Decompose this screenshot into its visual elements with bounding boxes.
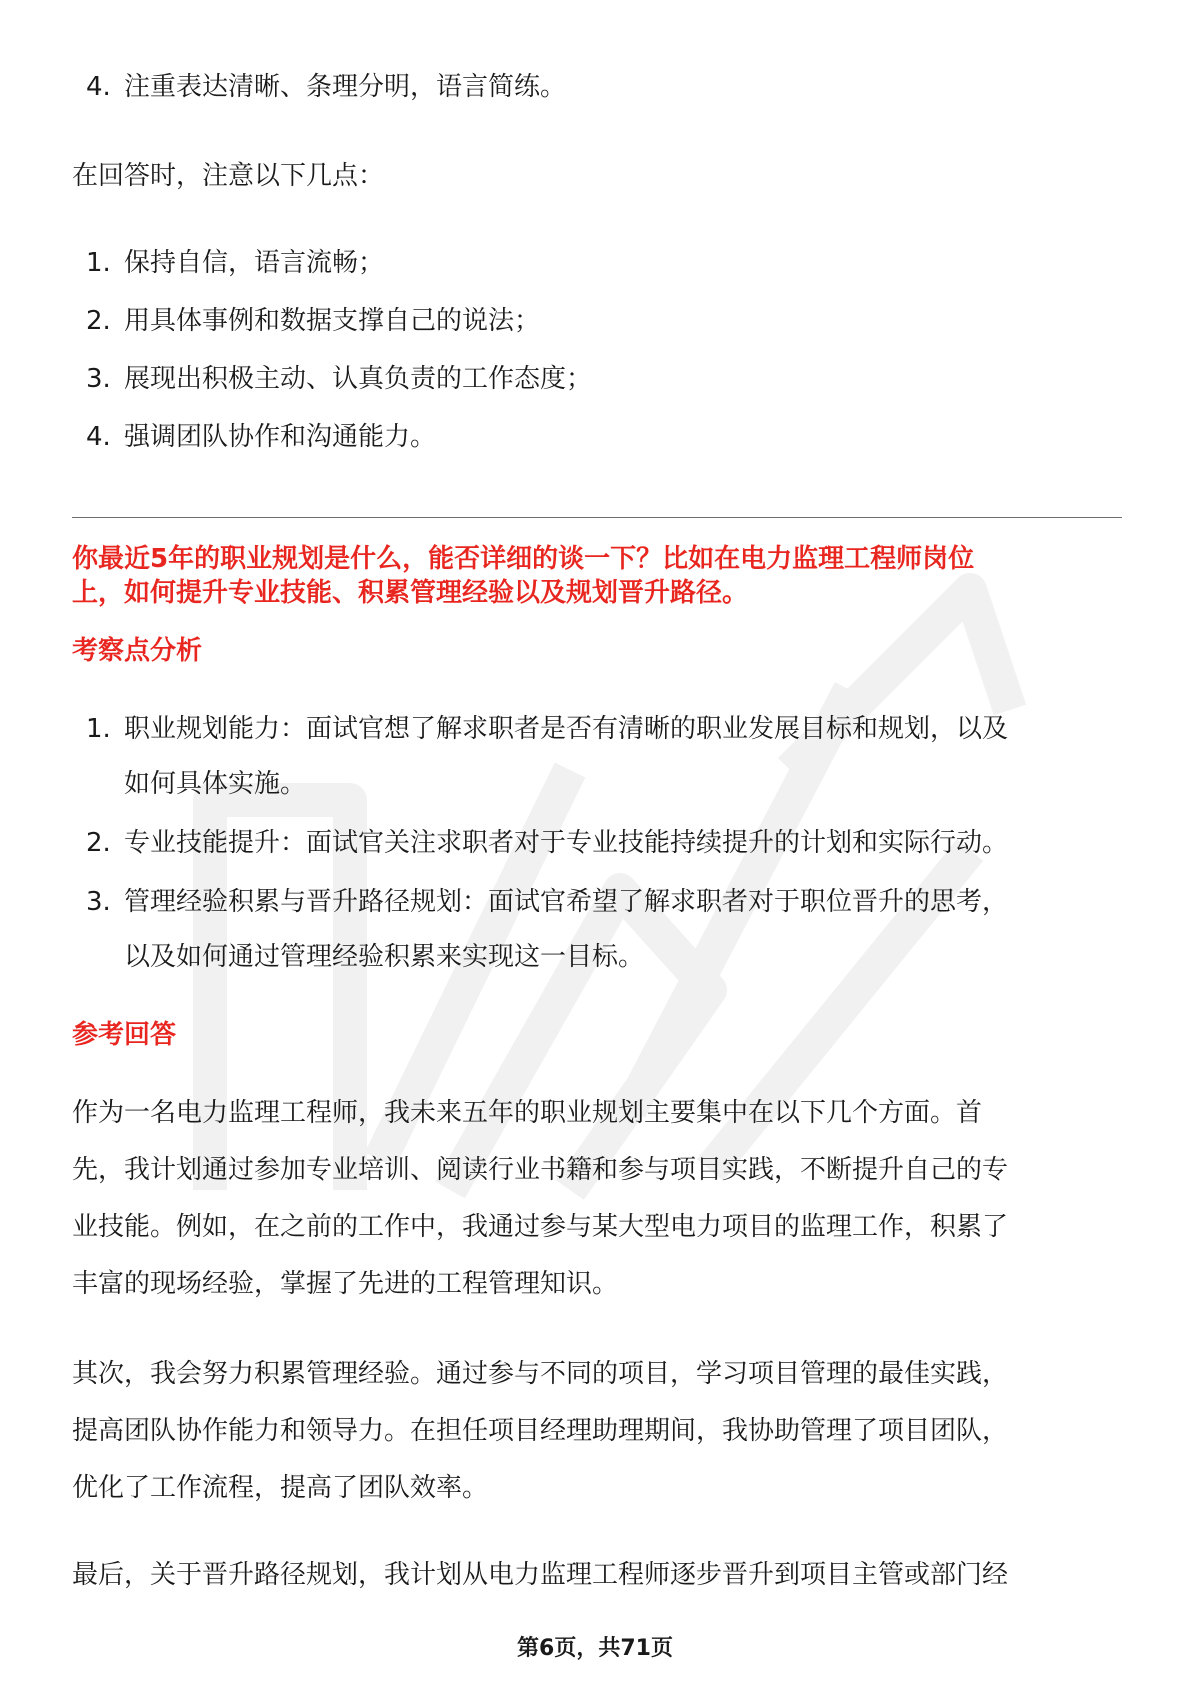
paragraph-line: 丰富的现场经验，掌握了先进的工程管理知识。 [72,1269,619,1299]
list-item: 职业规划能力：面试官想了解求职者是否有清晰的职业发展目标和规划，以及 [124,714,1009,744]
list-number: 4. [86,422,111,452]
answer-heading: 参考回答 [72,1020,177,1050]
analysis-heading: 考察点分析 [72,636,203,666]
list-item: 专业技能提升：面试官关注求职者对于专业技能持续提升的计划和实际行动。 [124,828,1009,858]
paragraph-line: 先，我计划通过参加专业培训、阅读行业书籍和参与项目实践，不断提升自己的专 [72,1155,1009,1185]
list-number: 3. [86,887,111,917]
page-number: 第6页，共71页 [517,1636,673,1661]
list-number: 2. [86,306,111,336]
list-item: 注重表达清晰、条理分明，语言简练。 [124,72,567,102]
list-item-continuation: 以及如何通过管理经验积累来实现这一目标。 [124,942,645,972]
paragraph-line: 作为一名电力监理工程师，我未来五年的职业规划主要集中在以下几个方面。首 [72,1098,983,1128]
question-line: 上，如何提升专业技能、积累管理经验以及规划晋升路径。 [72,578,749,608]
paragraph-line: 其次，我会努力积累管理经验。通过参与不同的项目，学习项目管理的最佳实践， [72,1359,1009,1389]
list-item: 管理经验积累与晋升路径规划：面试官希望了解求职者对于职位晋升的思考， [124,887,1009,917]
list-item: 强调团队协作和沟通能力。 [124,422,437,452]
section-divider [72,517,1122,518]
paragraph-line: 提高团队协作能力和领导力。在担任项目经理助理期间，我协助管理了项目团队， [72,1416,1009,1446]
list-item-continuation: 如何具体实施。 [124,769,307,799]
list-number: 3. [86,364,111,394]
paragraph-line: 最后，关于晋升路径规划，我计划从电力监理工程师逐步晋升到项目主管或部门经 [72,1560,1009,1590]
list-number: 4. [86,72,111,102]
list-number: 1. [86,714,111,744]
list-item: 展现出积极主动、认真负责的工作态度； [124,364,593,394]
list-number: 1. [86,248,111,278]
list-item: 保持自信，语言流畅； [124,248,385,278]
notes-intro: 在回答时，注意以下几点： [72,161,385,191]
question-line: 你最近5年的职业规划是什么，能否详细的谈一下？比如在电力监理工程师岗位 [72,544,975,574]
paragraph-line: 业技能。例如，在之前的工作中，我通过参与某大型电力项目的监理工作，积累了 [72,1212,1009,1242]
list-item: 用具体事例和数据支撑自己的说法； [124,306,541,336]
list-number: 2. [86,828,111,858]
paragraph-line: 优化了工作流程，提高了团队效率。 [72,1473,489,1503]
